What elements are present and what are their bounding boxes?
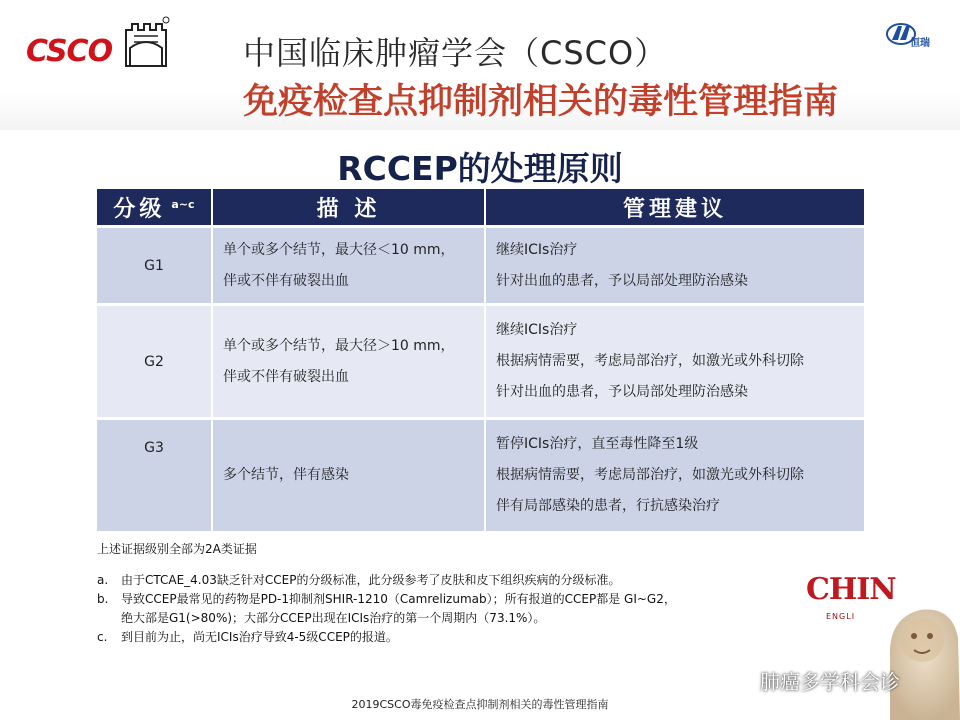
wechat-account-name: 肺癌多学科会诊 [760, 670, 900, 694]
guideline-title: 免疫检查点抑制剂相关的毒性管理指南 [243, 82, 839, 122]
hengrui-logo [886, 20, 946, 54]
csco-logo-text: CSCO [26, 34, 113, 69]
footnote-c: c. 到目前为止，尚无ICIs治疗导致4-5级CCEP的报道。 [97, 628, 676, 647]
description-cell: 单个或多个结节，最大径＞10 mm， 伴或不伴有破裂出血 [212, 305, 485, 419]
grade-cell: G2 [97, 305, 212, 419]
header-advice: 管理建议 [485, 189, 864, 227]
society-title: 中国临床肿瘤学会（CSCO） [243, 34, 668, 72]
evidence-level-note: 上述证据级别全部为2A类证据 [97, 542, 257, 556]
table-row [97, 227, 864, 305]
chin-logo-text: CHIN [806, 572, 896, 607]
great-wall-icon [120, 14, 172, 70]
footnote-marker: c. [97, 630, 108, 644]
description-cell: 单个或多个结节，最大径＜10 mm， 伴或不伴有破裂出血 [212, 227, 485, 305]
footnote-b: b. 导致CCEP最常见的药物是PD-1抑制剂SHIR-1210（Camrelizumab）；所有报道的CCEP都是 GI~G2， 绝大部是G1(>80%)；大部分CCEP出现在ICIs治疗的第一个周期内（73.1%）。 [97, 590, 676, 628]
table-row [97, 419, 864, 531]
table-row [97, 305, 864, 419]
slide-footer: 2019CSCO毒免疫检查点抑制剂相关的毒性管理指南 [351, 698, 609, 711]
header-band [0, 0, 960, 130]
header-description: 描 述 [212, 189, 485, 227]
footnote-marker: a. [97, 573, 109, 587]
footnote-a: a. 由于CTCAE_4.03缺乏针对CCEP的分级标准，此分级参考了皮肤和皮下组织疾病的分级标准。 [97, 571, 676, 590]
slide-subtitle: RCCEP的处理原则 [337, 149, 623, 188]
description-cell: 多个结节，伴有感染 [212, 419, 485, 531]
chin-logo-subtext: ENGLI [826, 612, 856, 621]
hengrui-logo-text: 恒瑞 [910, 38, 930, 49]
advice-cell: 继续ICIs治疗 针对出血的患者，予以局部处理防治感染 [485, 227, 864, 305]
wechat-icon [730, 672, 756, 692]
rccep-management-table [97, 189, 864, 531]
table-header-row [97, 189, 864, 227]
advice-cell: 继续ICIs治疗 根据病情需要，考虑局部治疗，如激光或外科切除 针对出血的患者，予以局部处理防治感染 [485, 305, 864, 419]
header-grade: 分级 $^{a\sim c}$ [97, 189, 212, 227]
grade-cell: G3 [97, 419, 212, 531]
header-grade-superscript: a~c [171, 197, 195, 211]
wechat-watermark [730, 666, 900, 695]
grade-cell: G1 [97, 227, 212, 305]
advice-cell: 暂停ICIs治疗，直至毒性降至1级 根据病情需要，考虑局部治疗，如激光或外科切除 伴有局部感染的患者，行抗感染治疗 [485, 419, 864, 531]
csco-logo [26, 14, 176, 74]
footnotes [97, 571, 676, 647]
footnote-marker: b. [97, 592, 109, 606]
